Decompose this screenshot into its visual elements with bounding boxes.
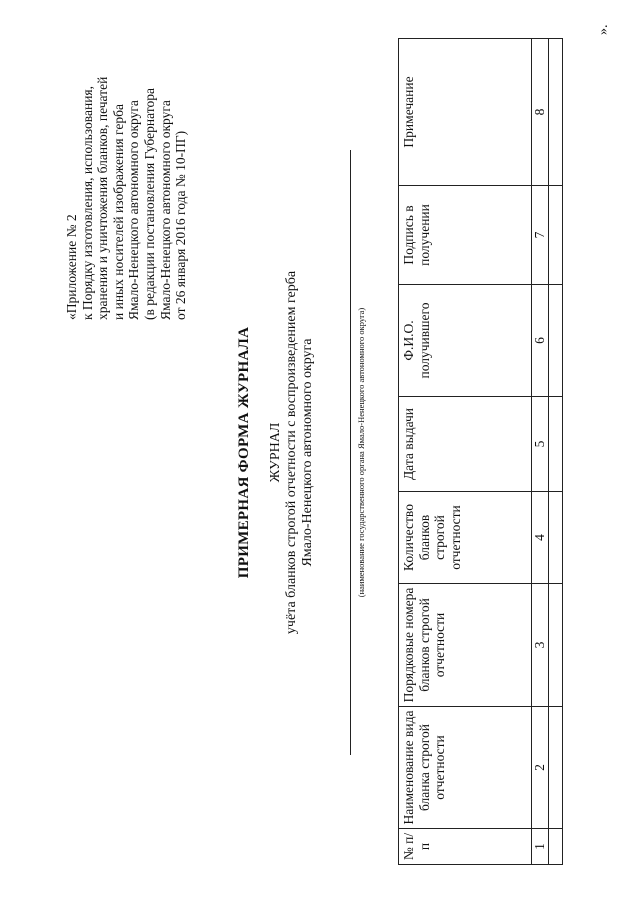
annex-block [64,20,189,320]
table-cell: 4 [532,492,549,584]
table-header: № п/п [399,829,532,865]
table-cell [549,397,563,492]
table-cell [549,584,563,707]
annex-line: «Приложение № 2 [64,214,79,320]
table-cell [549,707,563,829]
table-cell: 3 [532,584,549,707]
annex-line: хранения и уничтожения бланков, печатей [95,76,111,320]
table-header: Дата выдачи [399,397,532,492]
table-cell: 1 [532,829,549,865]
annex-line: Ямало-Ненецкого автономного округа [126,100,142,320]
org-name-caption: (наименование государственного органа Ямало-Ненецкого автономного округа) [356,307,366,598]
table-cell [549,39,563,186]
table-header: Ф.И.О. получившего [399,285,532,397]
annex-line: от 26 января 2016 года № 10-ПГ) [173,130,189,320]
table-header: Примечание [399,39,532,186]
table-cell: 5 [532,397,549,492]
table-row [532,39,549,865]
table-cell: 8 [532,39,549,186]
org-name-line [350,150,351,755]
annex-line: (в редакции постановления Губернатора [141,88,157,320]
annex-line: и иных носителей изображения герба [110,104,126,320]
journal-title: ЖУРНАЛ [268,422,283,483]
table-header: Наименование вида бланка строгой отчетности [399,707,532,829]
journal-table [398,38,563,865]
table-cell: 6 [532,285,549,397]
table-header: Подпись в получении [399,186,532,285]
table-cell: 7 [532,186,549,285]
annex-line: Ямало-Ненецкого автономного округа [157,100,173,320]
table-cell [549,492,563,584]
table-cell [549,285,563,397]
journal-subtitle: учёта бланков строгой отчетности с воспроизведением герба [284,270,299,635]
table-cell [549,186,563,285]
table-cell [549,829,563,865]
table-row [549,39,563,865]
annex-line: к Порядку изготовления, использования, [79,85,95,320]
page-heading: ПРИМЕРНАЯ ФОРМА ЖУРНАЛА [236,326,252,579]
journal-subtitle: Ямало-Ненецкого автономного округа [300,338,315,567]
closing-quote: ». [596,24,611,35]
table-header: Порядковые номера бланков строгой отчетности [399,584,532,707]
table-cell: 2 [532,707,549,829]
table-header: Количество бланков строгой отчетности [399,492,532,584]
